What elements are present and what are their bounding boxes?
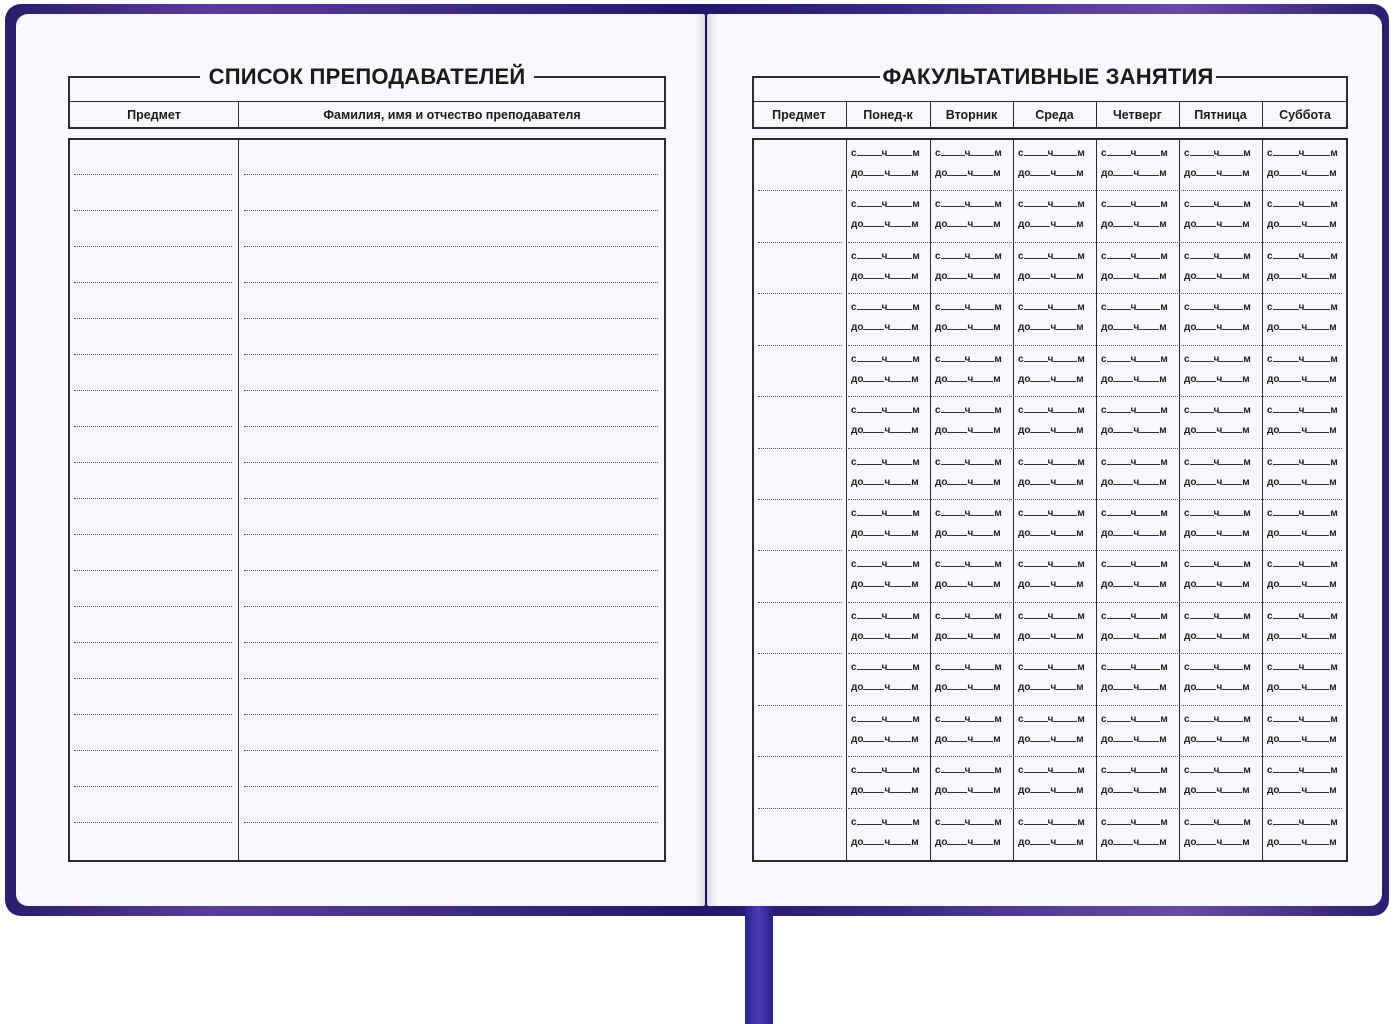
time-to-field[interactable]: до ч м <box>1018 168 1084 179</box>
name-write-line[interactable] <box>244 390 658 391</box>
time-from-field[interactable]: с ч м <box>935 611 1002 622</box>
row-divider <box>848 550 1342 551</box>
time-from-field[interactable]: с ч м <box>851 765 920 776</box>
time-to-field[interactable]: до ч м <box>935 785 1001 796</box>
name-write-line[interactable] <box>244 534 658 535</box>
grid-column-separator <box>930 139 931 861</box>
time-to-field[interactable]: до ч м <box>1101 271 1167 282</box>
time-from-field[interactable]: с ч м <box>1267 405 1338 416</box>
subject-write-line[interactable] <box>74 174 232 175</box>
time-to-field[interactable]: до ч м <box>1101 168 1167 179</box>
subject-write-line[interactable] <box>758 705 842 706</box>
subject-write-line[interactable] <box>74 750 232 751</box>
time-from-field[interactable]: с ч м <box>1018 714 1085 725</box>
time-from-field[interactable]: с ч м <box>851 302 920 313</box>
time-to-field[interactable]: до ч м <box>851 734 919 745</box>
time-from-field[interactable]: с ч м <box>1267 714 1338 725</box>
time-to-field[interactable]: до ч м <box>935 682 1001 693</box>
time-to-field[interactable]: до ч м <box>935 168 1001 179</box>
name-write-line[interactable] <box>244 678 658 679</box>
time-to-field[interactable]: до ч м <box>1267 219 1337 230</box>
time-from-field[interactable]: с ч м <box>1018 354 1085 365</box>
subject-write-line[interactable] <box>758 293 842 294</box>
electives-col-1: Понед-к <box>863 108 913 122</box>
time-to-field[interactable]: до ч м <box>1018 322 1084 333</box>
time-from-field[interactable]: с ч м <box>1267 817 1338 828</box>
name-write-line[interactable] <box>244 786 658 787</box>
time-from-field[interactable]: с ч м <box>1101 817 1168 828</box>
name-write-line[interactable] <box>244 498 658 499</box>
time-from-field[interactable]: с ч м <box>1101 714 1168 725</box>
grid-column-separator <box>1179 139 1180 861</box>
time-to-field[interactable]: до ч м <box>1018 425 1084 436</box>
time-from-field[interactable]: с ч м <box>851 714 920 725</box>
time-to-field[interactable]: до ч м <box>935 425 1001 436</box>
time-to-field[interactable]: до ч м <box>1267 168 1337 179</box>
name-write-line[interactable] <box>244 246 658 247</box>
time-from-field[interactable]: с ч м <box>1267 508 1338 519</box>
name-write-line[interactable] <box>244 642 658 643</box>
time-to-field[interactable]: до ч м <box>1101 579 1167 590</box>
electives-col-2: Вторник <box>945 108 998 122</box>
time-to-field[interactable]: до ч м <box>1184 477 1250 488</box>
time-to-field[interactable]: до ч м <box>1267 682 1337 693</box>
time-from-field[interactable]: с ч м <box>1184 508 1251 519</box>
time-from-field[interactable]: с ч м <box>851 559 920 570</box>
time-to-field[interactable]: до ч м <box>851 322 919 333</box>
row-divider <box>848 448 1342 449</box>
time-from-field[interactable]: с ч м <box>1018 457 1085 468</box>
time-from-field[interactable]: с ч м <box>1018 251 1085 262</box>
time-from-field[interactable]: с ч м <box>1018 611 1085 622</box>
time-to-field[interactable]: до ч м <box>1018 374 1084 385</box>
time-to-field[interactable]: до ч м <box>1101 785 1167 796</box>
time-to-field[interactable]: до ч м <box>1018 734 1084 745</box>
time-to-field[interactable]: до ч м <box>1267 579 1337 590</box>
time-from-field[interactable]: с ч м <box>1018 302 1085 313</box>
time-to-field[interactable]: до ч м <box>1101 374 1167 385</box>
time-from-field[interactable]: с ч м <box>1018 662 1085 673</box>
time-from-field[interactable]: с ч м <box>851 611 920 622</box>
time-to-field[interactable]: до ч м <box>1184 734 1250 745</box>
time-to-field[interactable]: до ч м <box>1267 322 1337 333</box>
time-from-field[interactable]: с ч м <box>1184 662 1251 673</box>
time-to-field[interactable]: до ч м <box>1101 322 1167 333</box>
time-from-field[interactable]: с ч м <box>1018 765 1085 776</box>
time-from-field[interactable]: с ч м <box>851 354 920 365</box>
time-from-field[interactable]: с ч м <box>851 199 920 210</box>
row-divider <box>848 499 1342 500</box>
row-divider <box>848 190 1342 191</box>
subject-write-line[interactable] <box>74 534 232 535</box>
teachers-col-name: Фамилия, имя и отчество преподавателя <box>323 108 581 122</box>
name-write-line[interactable] <box>244 822 658 823</box>
time-from-field[interactable]: с ч м <box>1184 817 1251 828</box>
time-from-field[interactable]: с ч м <box>1184 302 1251 313</box>
row-divider <box>848 602 1342 603</box>
subject-write-line[interactable] <box>758 756 842 757</box>
row-divider <box>848 756 1342 757</box>
time-from-field[interactable]: с ч м <box>935 765 1002 776</box>
time-from-field[interactable]: с ч м <box>851 405 920 416</box>
teachers-column-divider <box>238 139 239 861</box>
time-from-field[interactable]: с ч м <box>1101 559 1168 570</box>
time-to-field[interactable]: до ч м <box>1018 219 1084 230</box>
time-to-field[interactable]: до ч м <box>1184 785 1250 796</box>
electives-col-5: Пятница <box>1194 108 1247 122</box>
name-write-line[interactable] <box>244 606 658 607</box>
time-to-field[interactable]: до ч м <box>1018 477 1084 488</box>
time-from-field[interactable]: с ч м <box>1018 199 1085 210</box>
time-to-field[interactable]: до ч м <box>851 837 919 848</box>
time-from-field[interactable]: с ч м <box>935 199 1002 210</box>
time-to-field[interactable]: до ч м <box>1184 322 1250 333</box>
time-to-field[interactable]: до ч м <box>851 579 919 590</box>
time-to-field[interactable]: до ч м <box>1101 219 1167 230</box>
time-to-field[interactable]: до ч м <box>1184 219 1250 230</box>
subject-write-line[interactable] <box>74 426 232 427</box>
time-from-field[interactable]: с ч м <box>1101 457 1168 468</box>
time-to-field[interactable]: до ч м <box>851 785 919 796</box>
time-to-field[interactable]: до ч м <box>935 219 1001 230</box>
subject-write-line[interactable] <box>758 602 842 603</box>
subject-write-line[interactable] <box>74 678 232 679</box>
time-to-field[interactable]: до ч м <box>935 631 1001 642</box>
time-to-field[interactable]: до ч м <box>935 374 1001 385</box>
time-to-field[interactable]: до ч м <box>1101 631 1167 642</box>
subject-write-line[interactable] <box>74 210 232 211</box>
name-write-line[interactable] <box>244 750 658 751</box>
time-to-field[interactable]: до ч м <box>1184 425 1250 436</box>
time-from-field[interactable]: с ч м <box>1018 508 1085 519</box>
time-to-field[interactable]: до ч м <box>935 579 1001 590</box>
header-column-separator <box>930 101 931 128</box>
time-from-field[interactable]: с ч м <box>935 302 1002 313</box>
row-divider <box>848 293 1342 294</box>
header-column-separator <box>1179 101 1180 128</box>
subject-write-line[interactable] <box>74 282 232 283</box>
time-from-field[interactable]: с ч м <box>1101 354 1168 365</box>
electives-title: ФАКУЛЬТАТИВНЫЕ ЗАНЯТИЯ <box>882 64 1214 89</box>
name-write-line[interactable] <box>244 318 658 319</box>
row-divider <box>848 242 1342 243</box>
time-to-field[interactable]: до ч м <box>851 682 919 693</box>
time-to-field[interactable]: до ч м <box>1184 271 1250 282</box>
teachers-header-divider <box>68 101 666 102</box>
subject-write-line[interactable] <box>758 808 842 809</box>
time-from-field[interactable]: с ч м <box>851 662 920 673</box>
time-from-field[interactable]: с ч м <box>851 251 920 262</box>
time-from-field[interactable]: с ч м <box>1267 302 1338 313</box>
name-write-line[interactable] <box>244 462 658 463</box>
time-to-field[interactable]: до ч м <box>1184 837 1250 848</box>
time-to-field[interactable]: до ч м <box>1184 579 1250 590</box>
time-to-field[interactable]: до ч м <box>1018 271 1084 282</box>
row-divider <box>848 653 1342 654</box>
time-from-field[interactable]: с ч м <box>1101 251 1168 262</box>
time-to-field[interactable]: до ч м <box>851 271 919 282</box>
time-to-field[interactable]: до ч м <box>1018 837 1084 848</box>
time-from-field[interactable]: с ч м <box>1101 199 1168 210</box>
time-to-field[interactable]: до ч м <box>1018 682 1084 693</box>
time-from-field[interactable]: с ч м <box>1184 765 1251 776</box>
time-from-field[interactable]: с ч м <box>935 559 1002 570</box>
time-from-field[interactable]: с ч м <box>1184 354 1251 365</box>
time-from-field[interactable]: с ч м <box>1101 508 1168 519</box>
subject-write-line[interactable] <box>758 242 842 243</box>
row-divider <box>848 396 1342 397</box>
time-to-field[interactable]: до ч м <box>1267 477 1337 488</box>
subject-write-line[interactable] <box>74 822 232 823</box>
time-to-field[interactable]: до ч м <box>935 477 1001 488</box>
time-to-field[interactable]: до ч м <box>1101 734 1167 745</box>
time-from-field[interactable]: с ч м <box>851 148 920 159</box>
time-from-field[interactable]: с ч м <box>935 457 1002 468</box>
time-to-field[interactable]: до ч м <box>851 528 919 539</box>
time-to-field[interactable]: до ч м <box>1184 168 1250 179</box>
electives-col-0: Предмет <box>772 108 826 122</box>
time-from-field[interactable]: с ч м <box>1267 457 1338 468</box>
subject-write-line[interactable] <box>74 354 232 355</box>
time-from-field[interactable]: с ч м <box>1018 405 1085 416</box>
subject-write-line[interactable] <box>74 786 232 787</box>
header-column-separator <box>1013 101 1014 128</box>
subject-write-line[interactable] <box>74 390 232 391</box>
time-to-field[interactable]: до ч м <box>1101 528 1167 539</box>
teachers-col-subject: Предмет <box>127 108 181 122</box>
time-to-field[interactable]: до ч м <box>1018 528 1084 539</box>
time-from-field[interactable]: с ч м <box>851 817 920 828</box>
header-column-separator <box>846 101 847 128</box>
time-from-field[interactable]: с ч м <box>1184 251 1251 262</box>
name-write-line[interactable] <box>244 210 658 211</box>
subject-write-line[interactable] <box>74 246 232 247</box>
time-to-field[interactable]: до ч м <box>851 631 919 642</box>
row-divider <box>848 808 1342 809</box>
electives-col-4: Четверг <box>1112 108 1162 122</box>
time-to-field[interactable]: до ч м <box>1101 477 1167 488</box>
time-from-field[interactable]: с ч м <box>1101 302 1168 313</box>
time-from-field[interactable]: с ч м <box>935 714 1002 725</box>
name-write-line[interactable] <box>244 282 658 283</box>
electives-col-6: Суббота <box>1279 108 1331 122</box>
subject-write-line[interactable] <box>74 606 232 607</box>
subject-write-line[interactable] <box>758 396 842 397</box>
header-column-separator <box>1262 101 1263 128</box>
time-to-field[interactable]: до ч м <box>1184 528 1250 539</box>
time-from-field[interactable]: с ч м <box>1101 611 1168 622</box>
time-from-field[interactable]: с ч м <box>1267 559 1338 570</box>
time-to-field[interactable]: до ч м <box>1267 374 1337 385</box>
electives-col-3: Среда <box>1035 108 1074 122</box>
time-to-field[interactable]: до ч м <box>851 425 919 436</box>
time-from-field[interactable]: с ч м <box>1184 559 1251 570</box>
time-to-field[interactable]: до ч м <box>1101 425 1167 436</box>
time-from-field[interactable]: с ч м <box>1018 817 1085 828</box>
time-from-field[interactable]: с ч м <box>935 405 1002 416</box>
time-to-field[interactable]: до ч м <box>851 168 919 179</box>
time-to-field[interactable]: до ч м <box>1184 374 1250 385</box>
time-from-field[interactable]: с ч м <box>1267 199 1338 210</box>
time-from-field[interactable]: с ч м <box>1018 148 1085 159</box>
time-from-field[interactable]: с ч м <box>1267 765 1338 776</box>
subject-write-line[interactable] <box>758 550 842 551</box>
grid-column-separator <box>1262 139 1263 861</box>
time-from-field[interactable]: с ч м <box>1184 405 1251 416</box>
teachers-title: СПИСОК ПРЕПОДАВАТЕЛЕЙ <box>208 64 526 89</box>
time-from-field[interactable]: с ч м <box>1267 611 1338 622</box>
time-from-field[interactable]: с ч м <box>1018 559 1085 570</box>
grid-column-separator <box>846 139 847 861</box>
time-to-field[interactable]: до ч м <box>1267 425 1337 436</box>
time-from-field[interactable]: с ч м <box>935 508 1002 519</box>
name-write-line[interactable] <box>244 714 658 715</box>
time-to-field[interactable]: до ч м <box>1267 631 1337 642</box>
time-to-field[interactable]: до ч м <box>935 734 1001 745</box>
time-from-field[interactable]: с ч м <box>1267 251 1338 262</box>
time-from-field[interactable]: с ч м <box>1267 148 1338 159</box>
subject-write-line[interactable] <box>758 190 842 191</box>
row-divider <box>848 705 1342 706</box>
time-from-field[interactable]: с ч м <box>1184 611 1251 622</box>
time-from-field[interactable]: с ч м <box>935 354 1002 365</box>
electives-table[interactable] <box>752 138 1348 862</box>
time-from-field[interactable]: с ч м <box>1184 148 1251 159</box>
time-to-field[interactable]: до ч м <box>1267 785 1337 796</box>
time-from-field[interactable]: с ч м <box>1184 457 1251 468</box>
name-write-line[interactable] <box>244 570 658 571</box>
name-write-line[interactable] <box>244 174 658 175</box>
time-to-field[interactable]: до ч м <box>1267 271 1337 282</box>
subject-write-line[interactable] <box>74 642 232 643</box>
subject-write-line[interactable] <box>758 499 842 500</box>
time-to-field[interactable]: до ч м <box>935 528 1001 539</box>
time-from-field[interactable]: с ч м <box>1184 714 1251 725</box>
time-to-field[interactable]: до ч м <box>1267 734 1337 745</box>
time-from-field[interactable]: с ч м <box>1101 662 1168 673</box>
subject-write-line[interactable] <box>74 714 232 715</box>
time-from-field[interactable]: с ч м <box>935 251 1002 262</box>
time-from-field[interactable]: с ч м <box>1101 765 1168 776</box>
time-to-field[interactable]: до ч м <box>1267 837 1337 848</box>
time-from-field[interactable]: с ч м <box>1184 199 1251 210</box>
time-from-field[interactable]: с ч м <box>1101 148 1168 159</box>
name-write-line[interactable] <box>244 354 658 355</box>
time-to-field[interactable]: до ч м <box>1184 682 1250 693</box>
header-column-separator <box>1096 101 1097 128</box>
time-to-field[interactable]: до ч м <box>1267 528 1337 539</box>
subject-write-line[interactable] <box>758 345 842 346</box>
time-from-field[interactable]: с ч м <box>1267 354 1338 365</box>
time-to-field[interactable]: до ч м <box>851 374 919 385</box>
time-from-field[interactable]: с ч м <box>935 662 1002 673</box>
time-to-field[interactable]: до ч м <box>1184 631 1250 642</box>
bookmark-ribbon[interactable] <box>745 905 773 1024</box>
time-to-field[interactable]: до ч м <box>935 271 1001 282</box>
subject-write-line[interactable] <box>74 498 232 499</box>
time-to-field[interactable]: до ч м <box>935 837 1001 848</box>
time-to-field[interactable]: до ч м <box>1101 837 1167 848</box>
grid-column-separator <box>1013 139 1014 861</box>
time-to-field[interactable]: до ч м <box>1018 785 1084 796</box>
name-write-line[interactable] <box>244 426 658 427</box>
grid-column-separator <box>1096 139 1097 861</box>
time-to-field[interactable]: до ч м <box>1018 631 1084 642</box>
electives-header-divider <box>752 101 1348 102</box>
time-to-field[interactable]: до ч м <box>851 219 919 230</box>
subject-write-line[interactable] <box>74 570 232 571</box>
time-from-field[interactable]: с ч м <box>1267 662 1338 673</box>
time-from-field[interactable]: с ч м <box>935 148 1002 159</box>
time-to-field[interactable]: до ч м <box>935 322 1001 333</box>
subject-write-line[interactable] <box>74 318 232 319</box>
subject-write-line[interactable] <box>74 462 232 463</box>
subject-write-line[interactable] <box>758 653 842 654</box>
time-from-field[interactable]: с ч м <box>851 508 920 519</box>
time-to-field[interactable]: до ч м <box>1101 682 1167 693</box>
row-divider <box>848 345 1342 346</box>
time-to-field[interactable]: до ч м <box>851 477 919 488</box>
time-to-field[interactable]: до ч м <box>1018 579 1084 590</box>
time-from-field[interactable]: с ч м <box>851 457 920 468</box>
subject-write-line[interactable] <box>758 448 842 449</box>
time-from-field[interactable]: с ч м <box>1101 405 1168 416</box>
time-from-field[interactable]: с ч м <box>935 817 1002 828</box>
page-spine <box>696 14 718 906</box>
